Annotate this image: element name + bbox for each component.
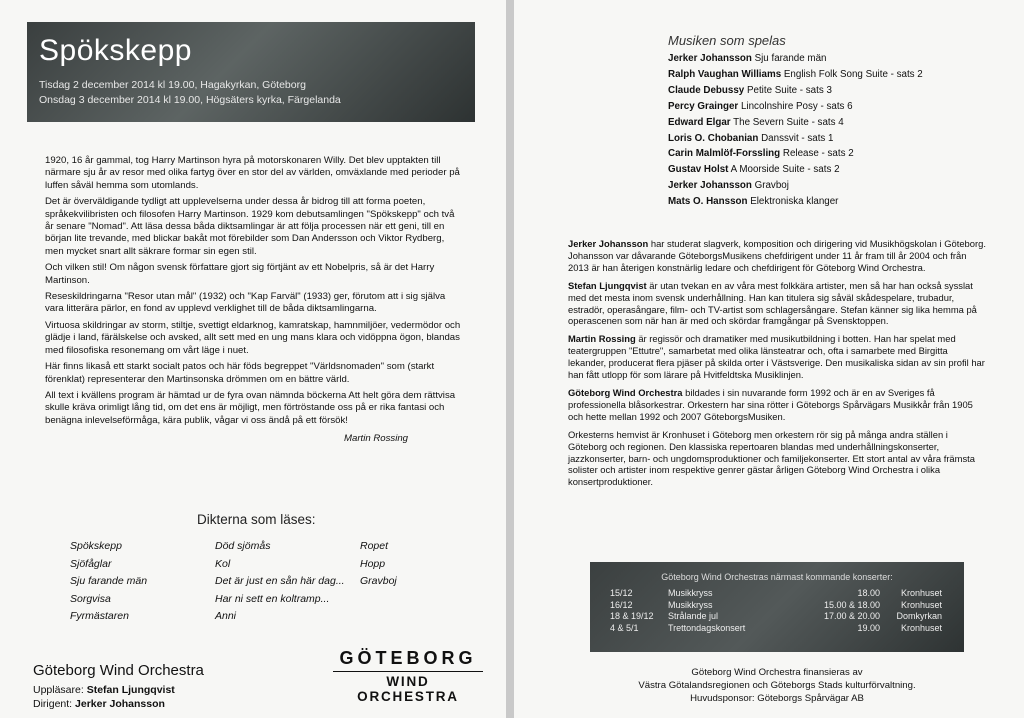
poem-title: Sju farande män	[70, 575, 148, 587]
performance-date-2: Onsdag 3 december 2014 kl 19.00, Högsäters kyrka, Färgelanda	[39, 94, 341, 106]
bio-name: Stefan Ljungqvist	[568, 279, 647, 291]
footer-line: Göteborg Wind Orchestra finansieras av	[691, 667, 863, 678]
bio-name: Jerker Johansson	[568, 238, 649, 249]
page-gutter	[506, 0, 514, 718]
music-list	[668, 51, 923, 210]
poem-title: Fyrmästaren	[70, 610, 129, 622]
bio-text: bildades i sin nuvarande form 1992 och är en av Sveriges få professionella blåsorkestrar. Orkestern har sina rötter i Göteborgs Spårvägars Musikkår från 1905 och hette mellan 1992 och 2007 GöteborgsMusiken.	[568, 386, 973, 422]
reader-label: Uppläsare:	[33, 684, 84, 696]
bio-paragraph	[568, 280, 988, 328]
concert-venue: Kronhuset	[900, 599, 942, 610]
concert-time: 15.00 & 18.00	[823, 599, 880, 610]
bio-text: Orkesterns hemvist är Kronhuset i Göteborg men orkestern rör sig på många andra ställen i Göteborg och regionen. Den klassiska repertoaren blandas med underhållningskonserter, jazzkonserter, barn- och ungdomsproduktioner och familjekonserter. Ett stort antal av våra främsta solister och artister inom respektive genrer gästar årligen Göteborg Wind Orchestra i olika konsertproduktioner.	[568, 428, 975, 488]
logo-line-2: WIND ORCHESTRA	[357, 674, 459, 704]
poem-title: Spökskepp	[70, 540, 122, 552]
poem-title: Död sjömås	[215, 540, 271, 552]
poems-heading: Dikterna som läses:	[197, 512, 316, 527]
title-banner	[27, 22, 475, 122]
concert-row	[590, 611, 964, 623]
performance-date-1: Tisdag 2 december 2014 kl 19.00, Hagakyrkan, Göteborg	[39, 79, 306, 91]
essay-text	[45, 155, 465, 446]
funding-footer	[598, 666, 956, 705]
conductor-label: Dirigent:	[33, 698, 73, 710]
composer: Loris O. Chobanian	[668, 132, 759, 144]
poem-column-1	[70, 538, 147, 626]
poem-title: Har ni sett en koltramp...	[215, 592, 330, 605]
composer: Jerker Johansson	[668, 180, 752, 192]
biographies	[568, 238, 988, 494]
work: Sju farande män	[754, 53, 827, 64]
music-item	[668, 67, 923, 83]
concert-row	[590, 588, 964, 600]
bio-text: är utan tvekan en av våra mest folkkära artister, men så har han också sysslat med det mesta inom svensk underhållning. Han kan titulera sig såväl skådespelare, trubadur, estradör, operasångare, film- och TV-artist som schlagersångare. Stefan känner sig lika hemma på operascenen som när han är med och skördar framgångar på Svensktoppen.	[568, 279, 977, 327]
poem-title: Gravboj	[360, 575, 397, 587]
orchestra-logo	[333, 648, 483, 704]
bio-paragraph	[568, 333, 988, 381]
work: A Moorside Suite - sats 2	[730, 164, 840, 176]
music-item	[668, 194, 923, 210]
composer: Ralph Vaughan Williams	[668, 68, 782, 80]
reader-credit	[33, 684, 175, 696]
essay-paragraph: Här finns likaså ett starkt socialt patos och här föds begreppet "Världsnomaden" som (starkt förenklat) representerar den Martinsonska drömmen om en bättre värld.	[45, 361, 435, 385]
bio-name: Göteborg Wind Orchestra	[568, 386, 683, 398]
footer-line: Huvudsponsor: Göteborgs Spårvägar AB	[690, 693, 864, 704]
music-item	[668, 162, 923, 178]
concert-row	[590, 600, 964, 612]
concert-venue: Kronhuset	[900, 588, 942, 598]
conductor-credit	[33, 698, 165, 710]
poem-column-2	[215, 538, 345, 626]
composer: Mats O. Hansson	[668, 196, 748, 208]
music-item	[668, 99, 923, 115]
program-title: Spökskepp	[39, 34, 192, 67]
orchestra-name: Göteborg Wind Orchestra	[33, 662, 204, 679]
work: Danssvit - sats 1	[761, 132, 834, 144]
music-item	[668, 178, 923, 194]
concert-time: 19.00	[857, 622, 880, 633]
concert-venue: Domkyrkan	[896, 611, 942, 621]
bio-paragraph	[568, 387, 988, 423]
work: Lincolnshire Posy - sats 6	[740, 100, 853, 112]
concert-date: 18 & 19/12	[610, 611, 654, 621]
poem-title: Ropet	[360, 540, 389, 552]
poem-title: Anni	[215, 610, 237, 622]
composer: Gustav Holst	[668, 164, 729, 176]
work: Petite Suite - sats 3	[746, 84, 832, 96]
essay-signature: Martin Rossing	[344, 433, 408, 445]
composer: Jerker Johansson	[668, 53, 752, 64]
bio-name: Martin Rossing	[568, 333, 636, 345]
poem-title: Hopp	[360, 557, 386, 570]
concert-venue: Kronhuset	[900, 622, 942, 633]
logo-line-1: GÖTEBORG	[333, 648, 483, 672]
music-item	[668, 131, 923, 147]
bio-text: är regissör och dramatiker med musikutbildning i botten. Han har spelat med teatergruppen "Ettutre", samarbetat med olika länsteatrar och, ofta i samarbete med Birgitta lekander, producerat flera pjäser på skilda orter i Västsverige. Den musikaliska sidan av sin profil har han fått utlopp för som lärare på Hvitfeldtska Musiklinjen.	[568, 333, 985, 381]
essay-paragraph: Och vilken stil! Om någon svensk författare gjort sig förtjänt av ett Nobelpris, så är det Harry Martinson.	[45, 262, 435, 286]
concert-name: Strålande jul	[668, 611, 719, 621]
concert-row	[590, 623, 964, 635]
concert-time: 18.00	[857, 588, 880, 598]
music-item	[668, 51, 923, 67]
music-item	[668, 146, 923, 162]
essay-paragraph: Reseskildringarna "Resor utan mål" (1932) och "Kap Farväl" (1933) ger, förutom att i sig själva vara litterära pärlor, en fond av upplevd verklighet till de båda diktsamlingarna.	[45, 291, 446, 315]
upcoming-concerts-box	[590, 562, 964, 652]
poem-column-3	[360, 538, 397, 591]
music-item	[668, 115, 923, 131]
composer: Percy Grainger	[668, 100, 739, 112]
essay-paragraph: All text i kvällens program är hämtad ur de fyra ovan nämnda böckerna Att helt göra dem rättvisa skulle kräva orimligt lång tid, om det ens är möjligt, men förtröstande oss på er rika fantasi och benägna inlevelseförmåga, kära publik, vågar vi oss ändå på ett försök!	[45, 389, 456, 426]
work: Release - sats 2	[782, 148, 854, 160]
poem-title: Sorgvisa	[70, 592, 111, 605]
concert-date: 16/12	[610, 599, 633, 610]
essay-paragraph: Virtuosa skildringar av storm, stiltje, svettigt eldarknog, kamratskap, hamnmiljöer, vedermödor och glädje i land, färälskelse och avsked, allt sett med en ung mans klara och vidöppna ögon, blandas med filosofiska resonemang om vårt läge i nuet.	[45, 319, 461, 356]
bio-paragraph	[568, 429, 988, 489]
concerts-heading: Göteborg Wind Orchestras närmast kommande konserter:	[661, 572, 893, 582]
work: The Severn Suite - sats 4	[733, 116, 844, 128]
conductor-name: Jerker Johansson	[75, 698, 165, 710]
essay-paragraph: 1920, 16 år gammal, tog Harry Martinson hyra på motorskonaren Willy. Det blev upptakten till närmare sju år av resor med olika fartyg över en stor del av världen, omväxlande med perioder på luffen såväl hemma som utomlands.	[45, 155, 460, 191]
footer-line: Västra Götalandsregionen och Göteborgs Stads kulturförvaltning.	[638, 680, 916, 691]
concert-date: 15/12	[610, 588, 633, 598]
composer: Edward Elgar	[668, 116, 731, 128]
music-item	[668, 83, 923, 99]
poem-title: Det är just en sån här dag...	[215, 575, 345, 587]
concert-name: Musikkryss	[668, 599, 713, 610]
left-page	[0, 0, 506, 718]
music-heading: Musiken som spelas	[668, 33, 786, 48]
work: Gravboj	[754, 180, 789, 192]
composer: Carin Malmlöf-Forssling	[668, 148, 781, 160]
work: Elektroniska klanger	[750, 196, 839, 208]
poem-title: Sjöfåglar	[70, 557, 112, 570]
concert-date: 4 & 5/1	[610, 622, 639, 633]
essay-paragraph: Det är överväldigande tydligt att upplevelserna under dessa år bidrog till att forma poeten, språkekvilibristen och filosofen Harry Martinson. 1929 kom debutsamlingen "Spökskepp" och två år senare "Nomad". Att läsa dessa båda diktsamlingar är att följa processen när ett geni, till en början lite trevande, med blickar bakåt mot förebilder som Dan Andersson och Viktor Rydberg, men mycket snart allt säkrare formar sin egen stil.	[45, 196, 455, 257]
concert-name: Musikkryss	[668, 588, 713, 598]
bio-text: har studerat slagverk, komposition och dirigering vid Musikhögskolan i Göteborg. Johansson var dåvarande GöteborgsMusikens chefdirigent under 11 år fram till år 2004 och från 2013 är han återigen konstnärlig ledare och chefdirigent för Göteborg Wind Orchestra.	[568, 238, 986, 273]
concert-time: 17.00 & 20.00	[823, 611, 880, 621]
work: English Folk Song Suite - sats 2	[783, 68, 923, 80]
composer: Claude Debussy	[668, 84, 745, 96]
poem-title: Kol	[215, 557, 231, 570]
bio-paragraph	[568, 238, 988, 274]
reader-name: Stefan Ljungqvist	[86, 684, 175, 696]
concert-name: Trettondagskonsert	[668, 622, 746, 633]
